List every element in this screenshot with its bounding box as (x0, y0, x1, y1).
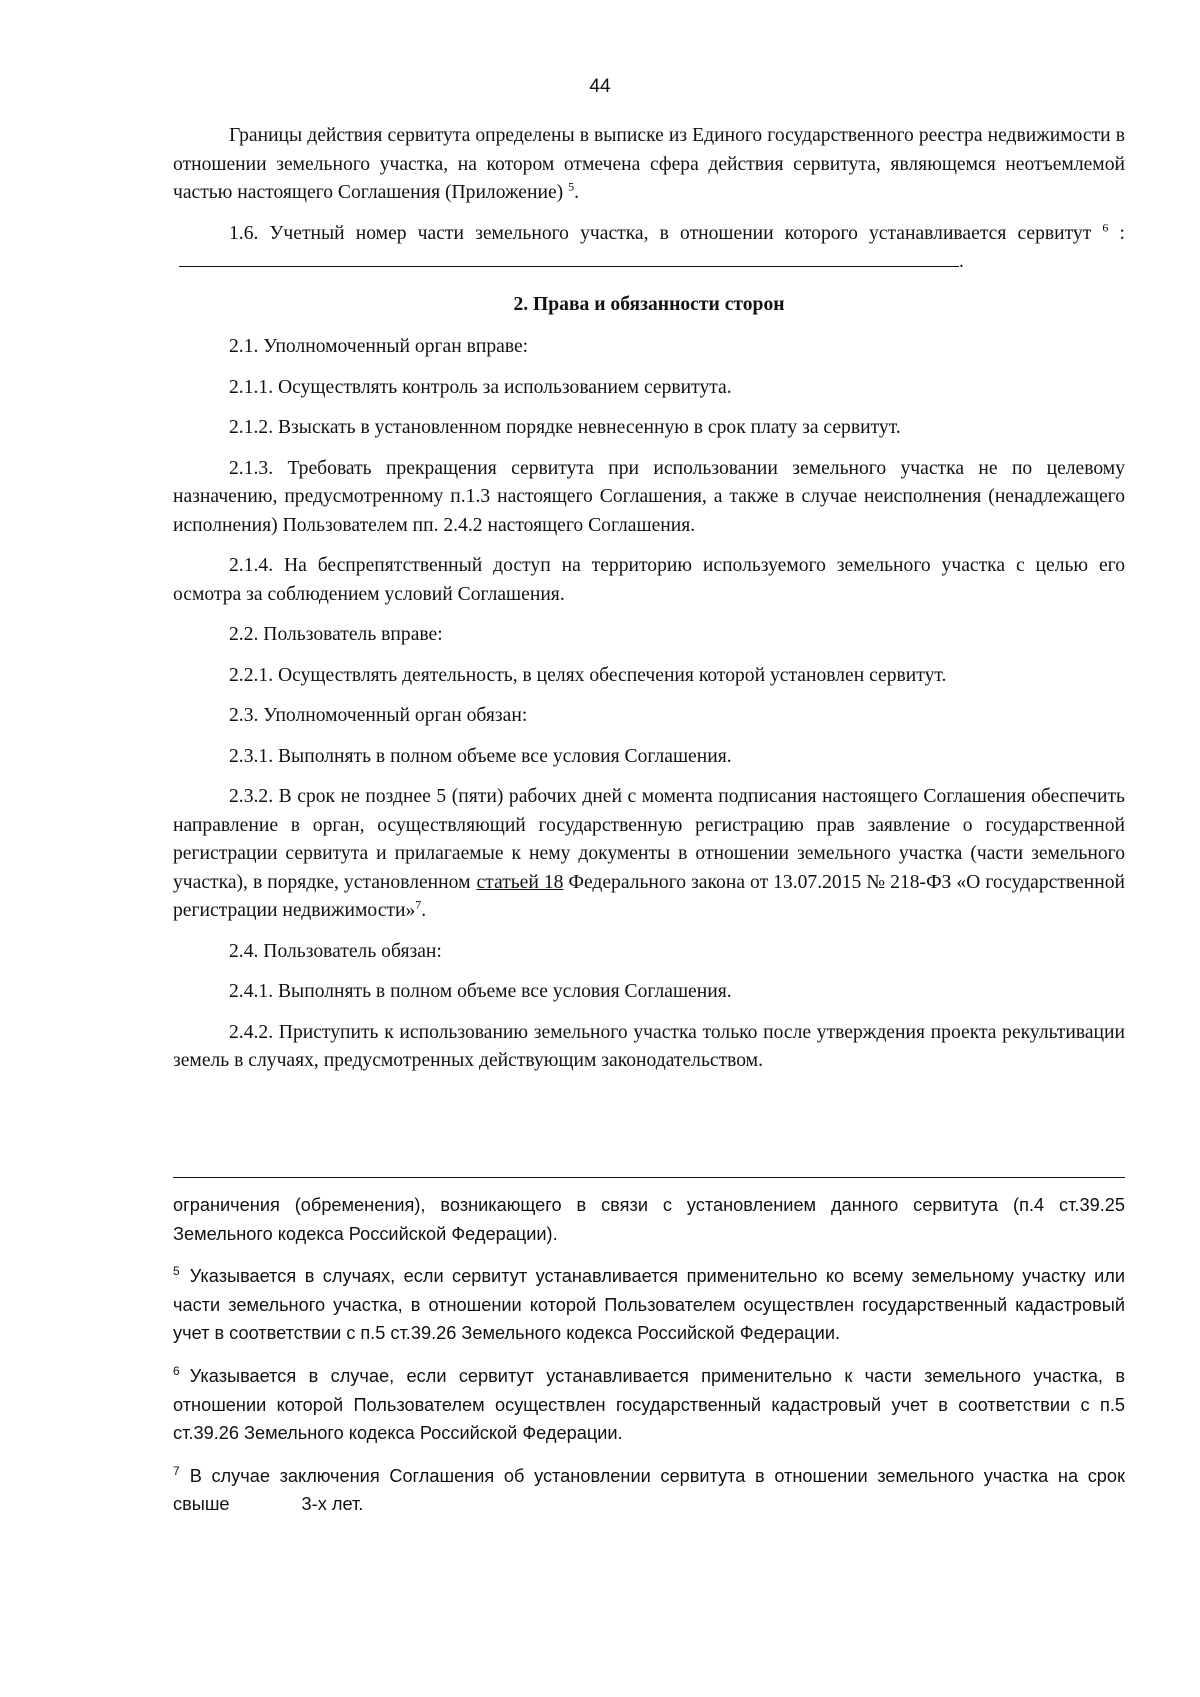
paragraph-boundaries: Границы действия сервитута определены в выписке из Единого государственного реестра недвижимости в отношении земельного участка, на котором отмечена сфера действия сервитута, являющемся неотъемлемой частью настоящего Соглашения (Приложение) $^5$. (173, 125, 1125, 203)
paragraph-2-4-2: 2.4.2. Приступить к использованию земельного участка только после утверждения проекта рекультивации земель в случаях, предусмотренных действующим законодательством. (173, 1021, 1125, 1071)
paragraph-1-6: 1.6. Учетный номер части земельного участка, в отношении которого устанавливается сервитут $^6$ :. (173, 220, 1125, 277)
body-text (173, 122, 1125, 1088)
footnote-mark-6: 6 (173, 1363, 180, 1378)
footnote-ref-6[interactable]: 6 (1102, 219, 1109, 234)
paragraph-2-3-2: 2.3.2. В срок не позднее 5 (пяти) рабочих дней с момента подписания настоящего Соглашения обеспечить направление в орган, осуществляющий государственную регистрацию прав заявление о государственной регистрации сервитута и прилагаемые к нему документы в отношении земельного участка (части земельного участка), в порядке, установленном статьей 18 Федерального закона от 13.07.2015 № 218-ФЗ «О государственной регистрации недвижимости»$^7$. (173, 786, 1125, 921)
footnote-mark-5: 5 (173, 1264, 180, 1279)
law-article-link[interactable]: статьей 18 (476, 871, 564, 893)
footnote-mark-7: 7 (173, 1463, 180, 1478)
paragraph-2-3-1: 2.3.1. Выполнять в полном объеме все условия Соглашения. (229, 745, 732, 767)
paragraph-2-1-1: 2.1.1. Осуществлять контроль за использованием сервитута. (229, 376, 732, 398)
paragraph-2-1-3: 2.1.3. Требовать прекращения сервитута при использовании земельного участка не по целевому назначению, предусмотренному п.1.3 настоящего Соглашения, а также в случае неисполнения (ненадлежащего исполнения) Пользователем пп. 2.4.2 настоящего Соглашения. (173, 457, 1125, 536)
footnote-separator (173, 1177, 1125, 1178)
footnote-ref-5[interactable]: 5 (568, 179, 575, 194)
footnote-6: $^6$ Указывается в случае, если сервитут устанавливается применительно к части земельного участка, в отношении которой Пользователем осуществлен государственный кадастровый учет в соответствии с п.5 ст.39.26 Земельного кодекса Российской Федерации. (173, 1363, 1125, 1444)
footnotes (173, 1191, 1125, 1533)
footnote-5: $^5$ Указывается в случаях, если сервитут устанавливается применительно ко всему земельному участку или части земельного участка, в отношении которой Пользователем осуществлен государственный кадастровый учет в соответствии с п.5 ст.39.26 Земельного кодекса Российской Федерации. (173, 1264, 1125, 1344)
paragraph-2-2: 2.2. Пользователь вправе: (229, 624, 443, 645)
paragraph-2-4-1: 2.4.1. Выполнять в полном объеме все условия Соглашения. (229, 981, 732, 1002)
blank-fill-line (179, 248, 959, 267)
paragraph-2-1: 2.1. Уполномоченный орган вправе: (229, 336, 529, 357)
footnote-continuation: ограничения (обременения), возникающего в связи с установлением данного сервитута (п.4 ст.39.25 Земельного кодекса Российской Федерации). (173, 1195, 1125, 1244)
paragraph-2-2-1: 2.2.1. Осуществлять деятельность, в целях обеспечения которой установлен сервитут. (229, 664, 947, 686)
page-number: 44 (589, 76, 611, 97)
footnote-7: $^7$ В случае заключения Соглашения об установлении сервитута в отношении земельного участка на срок свыше 3-х лет. (173, 1463, 1125, 1515)
footnote-ref-7[interactable]: 7 (415, 897, 422, 912)
paragraph-2-4: 2.4. Пользователь обязан: (229, 940, 442, 962)
paragraph-2-1-2: 2.1.2. Взыскать в установленном порядке невнесенную в срок плату за сервитут. (229, 417, 901, 438)
paragraph-2-3: 2.3. Уполномоченный орган обязан: (229, 705, 528, 726)
paragraph-2-1-4: 2.1.4. На беспрепятственный доступ на территорию используемого земельного участка с целью его осмотра за соблюдением условий Соглашения. (173, 555, 1125, 605)
section-heading: 2. Права и обязанности сторон (513, 293, 785, 315)
